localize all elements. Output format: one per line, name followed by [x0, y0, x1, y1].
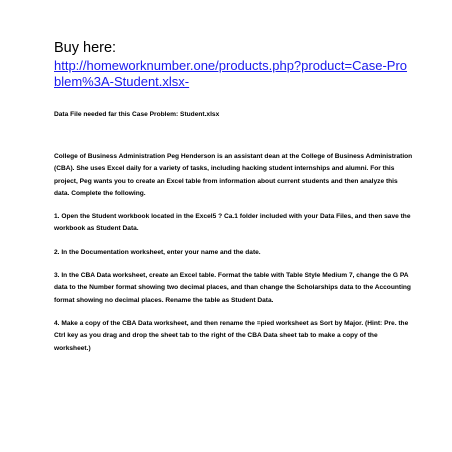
data-file-needed: Data File needed far this Case Problem: Student.xlsx: [54, 111, 220, 118]
step-2-paragraph: 2. In the Documentation worksheet, enter your name and the date.: [54, 248, 261, 256]
step-3-paragraph: 3. In the CBA Data worksheet, create an Excel table. Format the table with Table Style Medium 7, change the G PA data to the Number format showing two decimal places, and than change the Scholarships data to the Accounting format showing no decimal places. Rename the table as Student Data.: [54, 272, 411, 304]
step-4-paragraph: 4. Make a copy of the CBA Data worksheet, and then rename the =pied worksheet as Sort by Major. (Hint: Pre. the Ctrl key as you drag and drop the sheet tab to the right of the CBA Data sheet tab to make a copy of the worksheet.): [54, 319, 409, 352]
buy-here-heading: Buy here:: [54, 40, 117, 56]
product-link[interactable]: http://homeworknumber.one/products.php?product=Case-Problem%3A-Student.xlsx-: [54, 58, 408, 89]
document-page: [54, 40, 414, 355]
step-1-paragraph: 1. Open the Student workbook located in the Excel5 ? Ca.1 folder included with your Data Files, and then save the workbook as Student Data.: [54, 213, 411, 233]
intro-paragraph: College of Business Administration Peg Henderson is an assistant dean at the College of Business Administration (CBA). She uses Excel daily for a variety of tasks, including hacking student internships and alumni. For this project, Peg wants you to create an Excel table from information about current students and then analyze this data. Complete the following.: [54, 153, 413, 197]
